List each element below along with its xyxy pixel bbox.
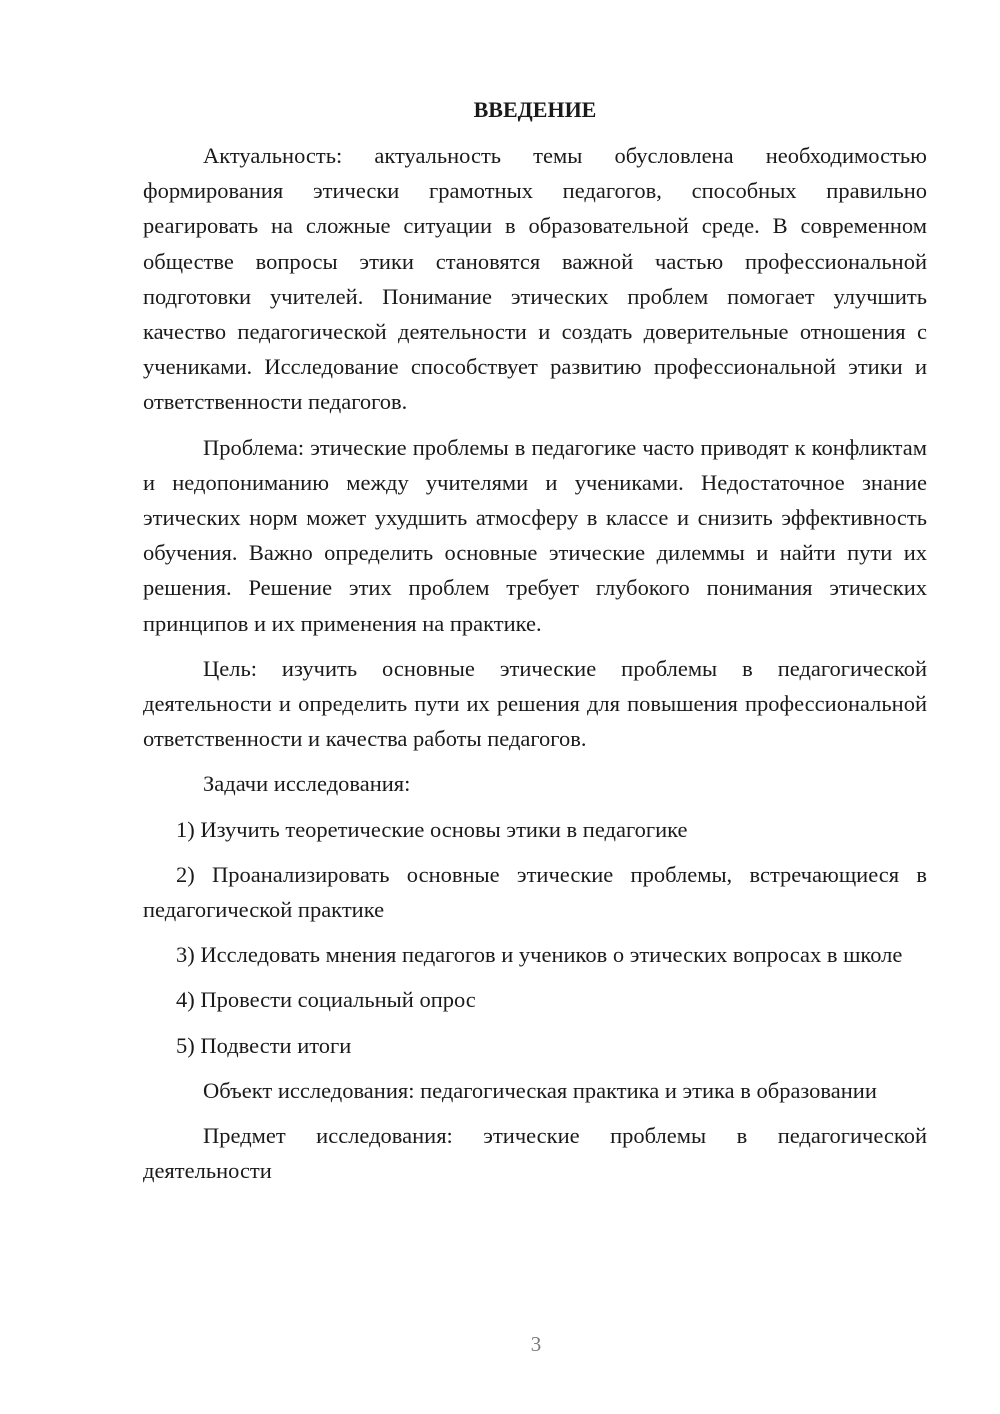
list-item: 1) Изучить теоретические основы этики в педагогике xyxy=(176,816,688,842)
paragraph-goal: Цель: изучить основные этические проблемы в педагогической деятельности и определить пути их решения для повышения профессиональной ответственности и качества работы педагогов. xyxy=(143,655,927,752)
tasks-heading: Задачи исследования: xyxy=(203,771,411,797)
page-number: 3 xyxy=(530,1332,542,1356)
section-title: ВВЕДЕНИЕ xyxy=(473,97,597,122)
page-content xyxy=(143,94,927,1198)
paragraph-object: Объект исследования: педагогическая практика и этика в образовании xyxy=(203,1077,877,1103)
list-item: 3) Исследовать мнения педагогов и учеников о этических вопросах в школе xyxy=(176,942,903,968)
list-item: 2) Проанализировать основные этические проблемы, встречающиеся в педагогической практике xyxy=(143,861,927,923)
list-item: 4) Провести социальный опрос xyxy=(176,987,476,1013)
paragraph-relevance: Актуальность: актуальность темы обусловлена необходимостью формирования этически грамотных педагогов, способных правильно реагировать на сложные ситуации в образовательной среде. В современном обществе вопросы этики становятся важной частью профессиональной подготовки учителей. Понимание этических проблем помогает улучшить качество педагогической деятельности и создать доверительные отношения с учениками. Исследование способствует развитию профессиональной этики и ответственности педагогов. xyxy=(143,143,927,415)
paragraph-subject: Предмет исследования: этические проблемы в педагогической деятельности xyxy=(143,1123,927,1184)
paragraph-problem: Проблема: этические проблемы в педагогике часто приводят к конфликтам и недопониманию между учителями и учениками. Недостаточное знание этических норм может ухудшить атмосферу в классе и снизить эффективность обучения. Важно определить основные этические дилеммы и найти пути их решения. Решение этих проблем требует глубокого понимания этических принципов и их применения на практике. xyxy=(143,434,927,636)
list-item: 5) Подвести итоги xyxy=(176,1032,352,1058)
tasks-list xyxy=(143,812,927,1063)
